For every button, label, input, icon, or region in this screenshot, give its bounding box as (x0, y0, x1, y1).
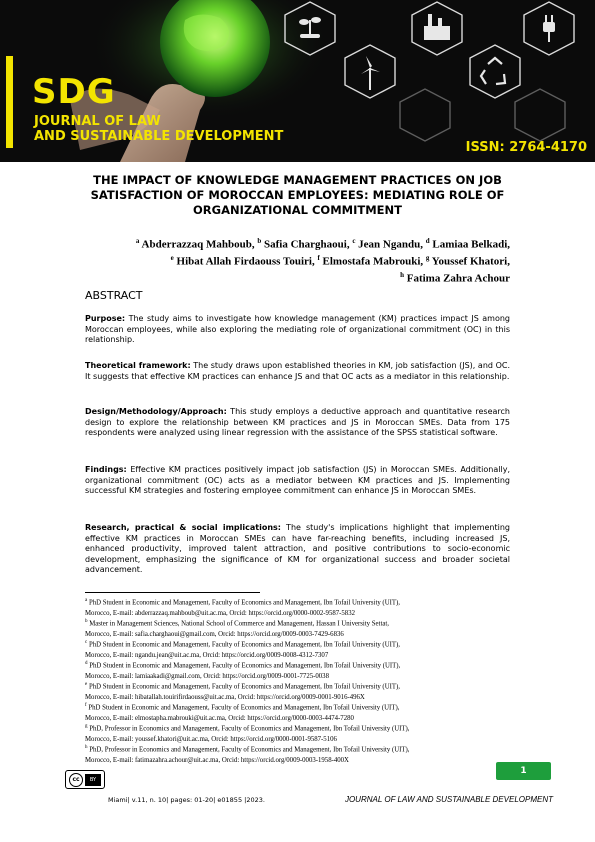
footnote-a (85, 596, 510, 619)
footnote-g (85, 722, 510, 745)
citation-info: Miami| v.11, n. 10| pages: 01-20| e01855 |2023. (108, 796, 265, 804)
footnote-e (85, 680, 510, 703)
issn: ISSN: 2764-4170 (465, 140, 587, 155)
author-name: Abderrazzaq Mahboub (141, 238, 252, 251)
author-name: Safia Charghaoui (263, 238, 347, 251)
section-label: Theoretical framework: (85, 361, 191, 370)
author-name: Lamiaa Belkadi (432, 238, 508, 251)
abstract-findings (85, 465, 510, 497)
abstract-heading: ABSTRACT (85, 289, 143, 302)
abstract-design-methodology (85, 407, 510, 439)
footnote-sup: a (85, 598, 88, 603)
author-affil-sup: g (425, 254, 430, 263)
footnote-sup: h (85, 745, 88, 750)
footnote-line: PhD, Professor in Economics and Management, Faculty of Economics and Management, Ibn Tofail University (UIT), (89, 746, 410, 754)
section-text: This study employs a deductive approach and quantitative research design to explore the relationship between KM practices and JS in Moroccan SMEs. Data from 175 respondents were analyzed using linear regression with the assistance of the SPSS statistical software. (85, 407, 510, 437)
footnote-divider (85, 592, 260, 593)
footnote-line: PhD Student in Economic and Management, Faculty of Economics and Management, Ibn Tofail University (UIT), (88, 683, 400, 691)
footnote-f (85, 701, 510, 724)
footnote-line: Morocco, E-mail: safia.charghaoui@gmail.com, Orcid: https://orcid.org/0009-0003-7429-6836 (85, 630, 344, 638)
journal-name-line1: JOURNAL OF LAW (34, 114, 161, 129)
footnote-line: PhD Student in Economic and Management, Faculty of Economics and Management, Ibn Tofail University (UIT), (89, 662, 401, 670)
author-affil-sup: f (317, 254, 320, 263)
footnote-line: Morocco, E-mail: ngandu.jean@uit.ac.ma, Orcid: https://orcid.org/0009-0008-4312-7307 (85, 651, 329, 659)
section-text: The study's implications highlight that implementing effective KM practices in Moroccan SMEs can have far-reaching benefits, including increased JS, enhanced productivity, improved talent attraction, and positive contributions to socio-economic development, emphasizing the significance of KM for organizational success and broader societal advancement. (85, 523, 510, 574)
paper-title (60, 173, 535, 218)
section-text: The study aims to investigate how knowledge management (KM) practices impact JS among Moroccan employees, while also exploring the mediating role of organizational commitment (OC) in this relationship. (85, 314, 510, 344)
section-label: Design/Methodology/Approach: (85, 407, 227, 416)
footnote-line: Morocco, E-mail: elmostapha.mabrouki@uit.ac.ma, Orcid: https://orcid.org/0000-0003-4474-7280 (85, 714, 354, 722)
paper-title-line2: SATISFACTION OF MOROCCAN EMPLOYEES: MEDIATING ROLE OF (90, 188, 505, 202)
abstract-purpose (85, 314, 510, 346)
footnote-sup: f (85, 703, 87, 708)
author-name: Hibat Allah Firdaouss Touiri (176, 255, 312, 268)
author-list: $^a$ Abderrazzaq Mahboub, $^b$ Safia Charghaoui, $^c$ Jean Ngandu, $^d$ Lamiaa Belkadi, $^e$ Hibat Allah Firdaouss Touiri, $^f$ Elmostafa Mabrouki, $^g$ Youssef Khatori, $^h$ Fatima Zahra Achour (135, 237, 510, 285)
footnote-line: PhD, Professor in Economics and Management, Faculty of Economics and Management, Ibn Tofail University (UIT), (89, 725, 410, 733)
cc-by-license-icon[interactable] (65, 770, 105, 789)
paper-title-line1: THE IMPACT OF KNOWLEDGE MANAGEMENT PRACTICES ON JOB (93, 173, 502, 187)
footnote-sup: b (85, 619, 88, 624)
footnote-line: Morocco, E-mail: lamiaakadi@gmail.com, Orcid: https://orcid.org/0009-0001-7725-0038 (85, 672, 329, 680)
footnote-line: PhD Student in Economic and Management, Faculty of Economics and Management, Ibn Tofail University (UIT), (88, 599, 400, 607)
author-affil-sup: h (400, 271, 404, 280)
author-affil-sup: d (425, 237, 430, 245)
section-label: Research, practical & social implications: (85, 523, 282, 532)
footnote-d (85, 659, 510, 682)
author-affil-sup: e (170, 254, 174, 263)
journal-name-line2: AND SUSTAINABLE DEVELOPMENT (34, 129, 284, 144)
footnote-line: Morocco, E-mail: abderrazzaq.mahboub@uit.ac.ma, Orcid: https://orcid.org/0000-0002-9587-5832 (85, 609, 356, 617)
footnote-b (85, 617, 510, 640)
by-icon: BY (85, 774, 101, 786)
author-name: Youssef Khatori (431, 255, 508, 268)
footnote-line: PhD Student in Economic and Management, Faculty of Economics and Management, Ibn Tofail University (UIT), (88, 704, 400, 712)
footnote-line: Master in Management Sciences, National School of Commerce and Management, Hassan I University Settat, (89, 620, 389, 628)
author-name: Fatima Zahra Achour (406, 272, 510, 285)
page-number: 1 (496, 762, 551, 780)
section-label: Findings: (85, 465, 127, 474)
logo-accent-bar (6, 56, 13, 148)
section-text: Effective KM practices positively impact job satisfaction (JS) in Moroccan SMEs. Additionally, organizational commitment (OC) acts as a mediator between KM practices and JS. Implementing successful KM strategies and fostering employee commitment can enhance JS in Moroccan SMEs. (85, 465, 510, 495)
author-affil-sup: c (352, 237, 356, 245)
footnote-sup: e (85, 682, 88, 687)
footer-journal-name: JOURNAL OF LAW AND SUSTAINABLE DEVELOPMENT (344, 795, 553, 804)
author-name: Elmostafa Mabrouki (322, 255, 421, 268)
footnote-line: PhD Student in Economic and Management, Faculty of Economics and Management, Ibn Tofail University (UIT), (88, 641, 400, 649)
author-affil-sup: b (257, 237, 262, 245)
abstract-theoretical-framework (85, 361, 510, 382)
footnote-sup: c (85, 640, 88, 645)
journal-logo: SDG (32, 72, 116, 112)
footnote-line: Morocco, E-mail: hibatallah.touirifirdaouss@uit.ac.ma, Orcid: https://orcid.org/0009-0001-9016-496X (85, 693, 365, 701)
abstract-implications (85, 523, 510, 576)
footnote-line: Morocco, E-mail: youssef.khatori@uit.ac.ma, Orcid: https://orcid.org/0000-0001-9587-5106 (85, 735, 337, 743)
section-text: The study draws upon established theories in KM, job satisfaction (JS), and OC. It suggests that effective KM practices can enhance JS and that OC acts as a mediator in this relationship. (85, 361, 510, 381)
paper-title-line3: ORGANIZATIONAL COMMITMENT (193, 203, 402, 217)
author-affil-sup: a (135, 237, 140, 245)
journal-banner (0, 0, 595, 162)
footnote-sup: g (85, 724, 88, 729)
footnote-sup: d (85, 661, 88, 666)
author-name: Jean Ngandu (358, 238, 421, 251)
cc-icon: cc (69, 773, 83, 787)
footnote-h (85, 743, 510, 766)
footnote-line: Morocco, E-mail: fatimazahra.achour@uit.ac.ma, Orcid: https://orcid.org/0009-0003-1958-400X (85, 756, 349, 764)
footnote-c (85, 638, 510, 661)
section-label: Purpose: (85, 314, 126, 323)
